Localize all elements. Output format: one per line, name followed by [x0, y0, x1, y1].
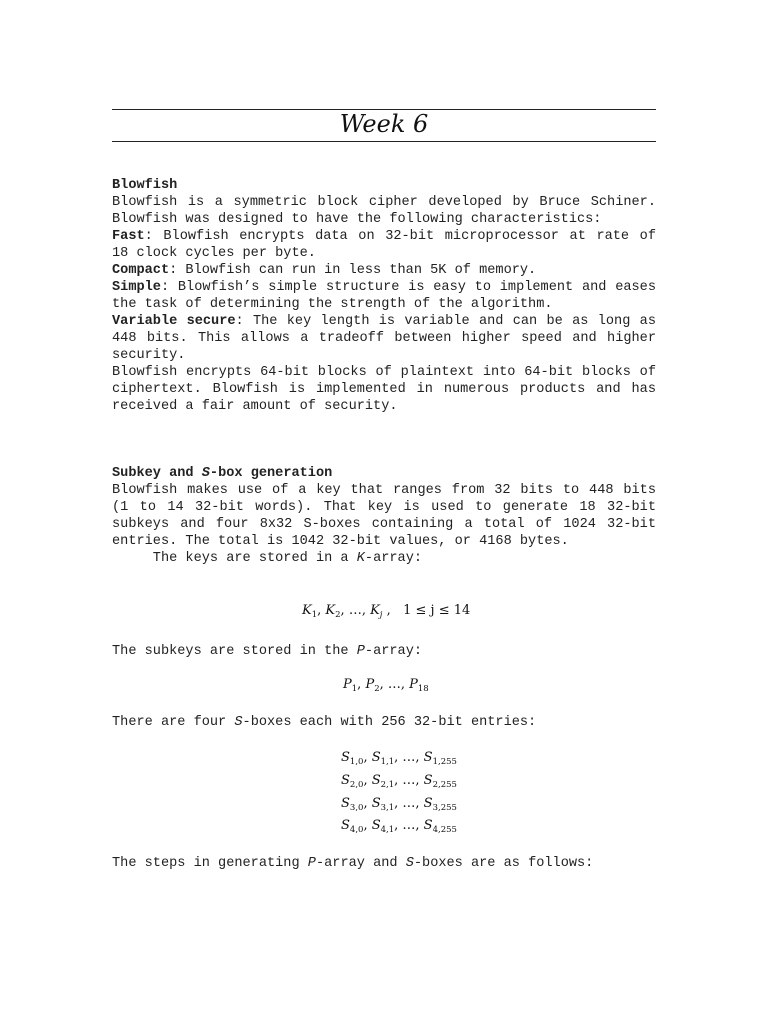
subkey-paragraph: Blowfish makes use of a key that ranges from 32 bits to 448 bits (1 to 14 32-bit words). That key is used to generate 18 32-bit subkeys and four 8x32 S-boxes containing a total of 1024 32-bit entries. The total is 1042 32-bit values, or 4168 bytes.: [112, 483, 656, 549]
page-title: Week 6: [339, 110, 429, 138]
k-array-formula: $K_1$, $K_2$, …, $K_j$ , 1 ≤ j ≤ 14: [302, 603, 471, 620]
fast-label: Fast: [112, 229, 145, 244]
blowfish-intro: Blowfish is a symmetric block cipher developed by Bruce Schiner. Blowfish was designed to have the following characteristics:: [112, 195, 656, 227]
s-box-row-4: $S_{4,0}$, $S_{4,1}$, …, $S_{4,255}$: [341, 818, 457, 835]
keys-line: The keys are stored in a K-array:: [112, 551, 423, 566]
subkey-heading: Subkey and S-box generation: [112, 466, 333, 481]
header-bottom-rule: [112, 141, 656, 142]
steps-line: The steps in generating P-array and S-boxes are as follows:: [112, 856, 594, 871]
s-box-row-1: $S_{1,0}$, $S_{1,1}$, …, $S_{1,255}$: [341, 750, 457, 767]
variable-secure-paragraph: Variable secure: The key length is variable and can be as long as 448 bits. This allows a tradeoff between higher speed and higher security.: [112, 314, 656, 363]
subkey-section: [112, 465, 656, 567]
simple-paragraph: Simple: Blowfish’s simple structure is easy to implement and eases the task of determining the strength of the algorithm.: [112, 280, 656, 312]
compact-paragraph: Compact: Blowfish can run in less than 5K of memory.: [112, 263, 537, 278]
s-box-row-2: $S_{2,0}$, $S_{2,1}$, …, $S_{2,255}$: [341, 773, 457, 790]
blowfish-outro: Blowfish encrypts 64-bit blocks of plaintext into 64-bit blocks of ciphertext. Blowfish is implemented in numerous products and has received a fair amount of security.: [112, 365, 656, 414]
compact-label: Compact: [112, 263, 170, 278]
s-box-line: There are four S-boxes each with 256 32-bit entries:: [112, 715, 537, 730]
p-array-line: The subkeys are stored in the P-array:: [112, 644, 423, 659]
blowfish-section: [112, 177, 656, 415]
simple-label: Simple: [112, 280, 161, 295]
p-array-formula: $P_1$, $P_2$, …, $P_{18}$: [343, 677, 429, 694]
variable-secure-label: Variable secure: [112, 314, 236, 329]
fast-paragraph: Fast: Blowfish encrypts data on 32-bit microprocessor at rate of 18 clock cycles per byte.: [112, 229, 656, 261]
blowfish-heading: Blowfish: [112, 178, 178, 193]
s-box-row-3: $S_{3,0}$, $S_{3,1}$, …, $S_{3,255}$: [341, 796, 457, 813]
